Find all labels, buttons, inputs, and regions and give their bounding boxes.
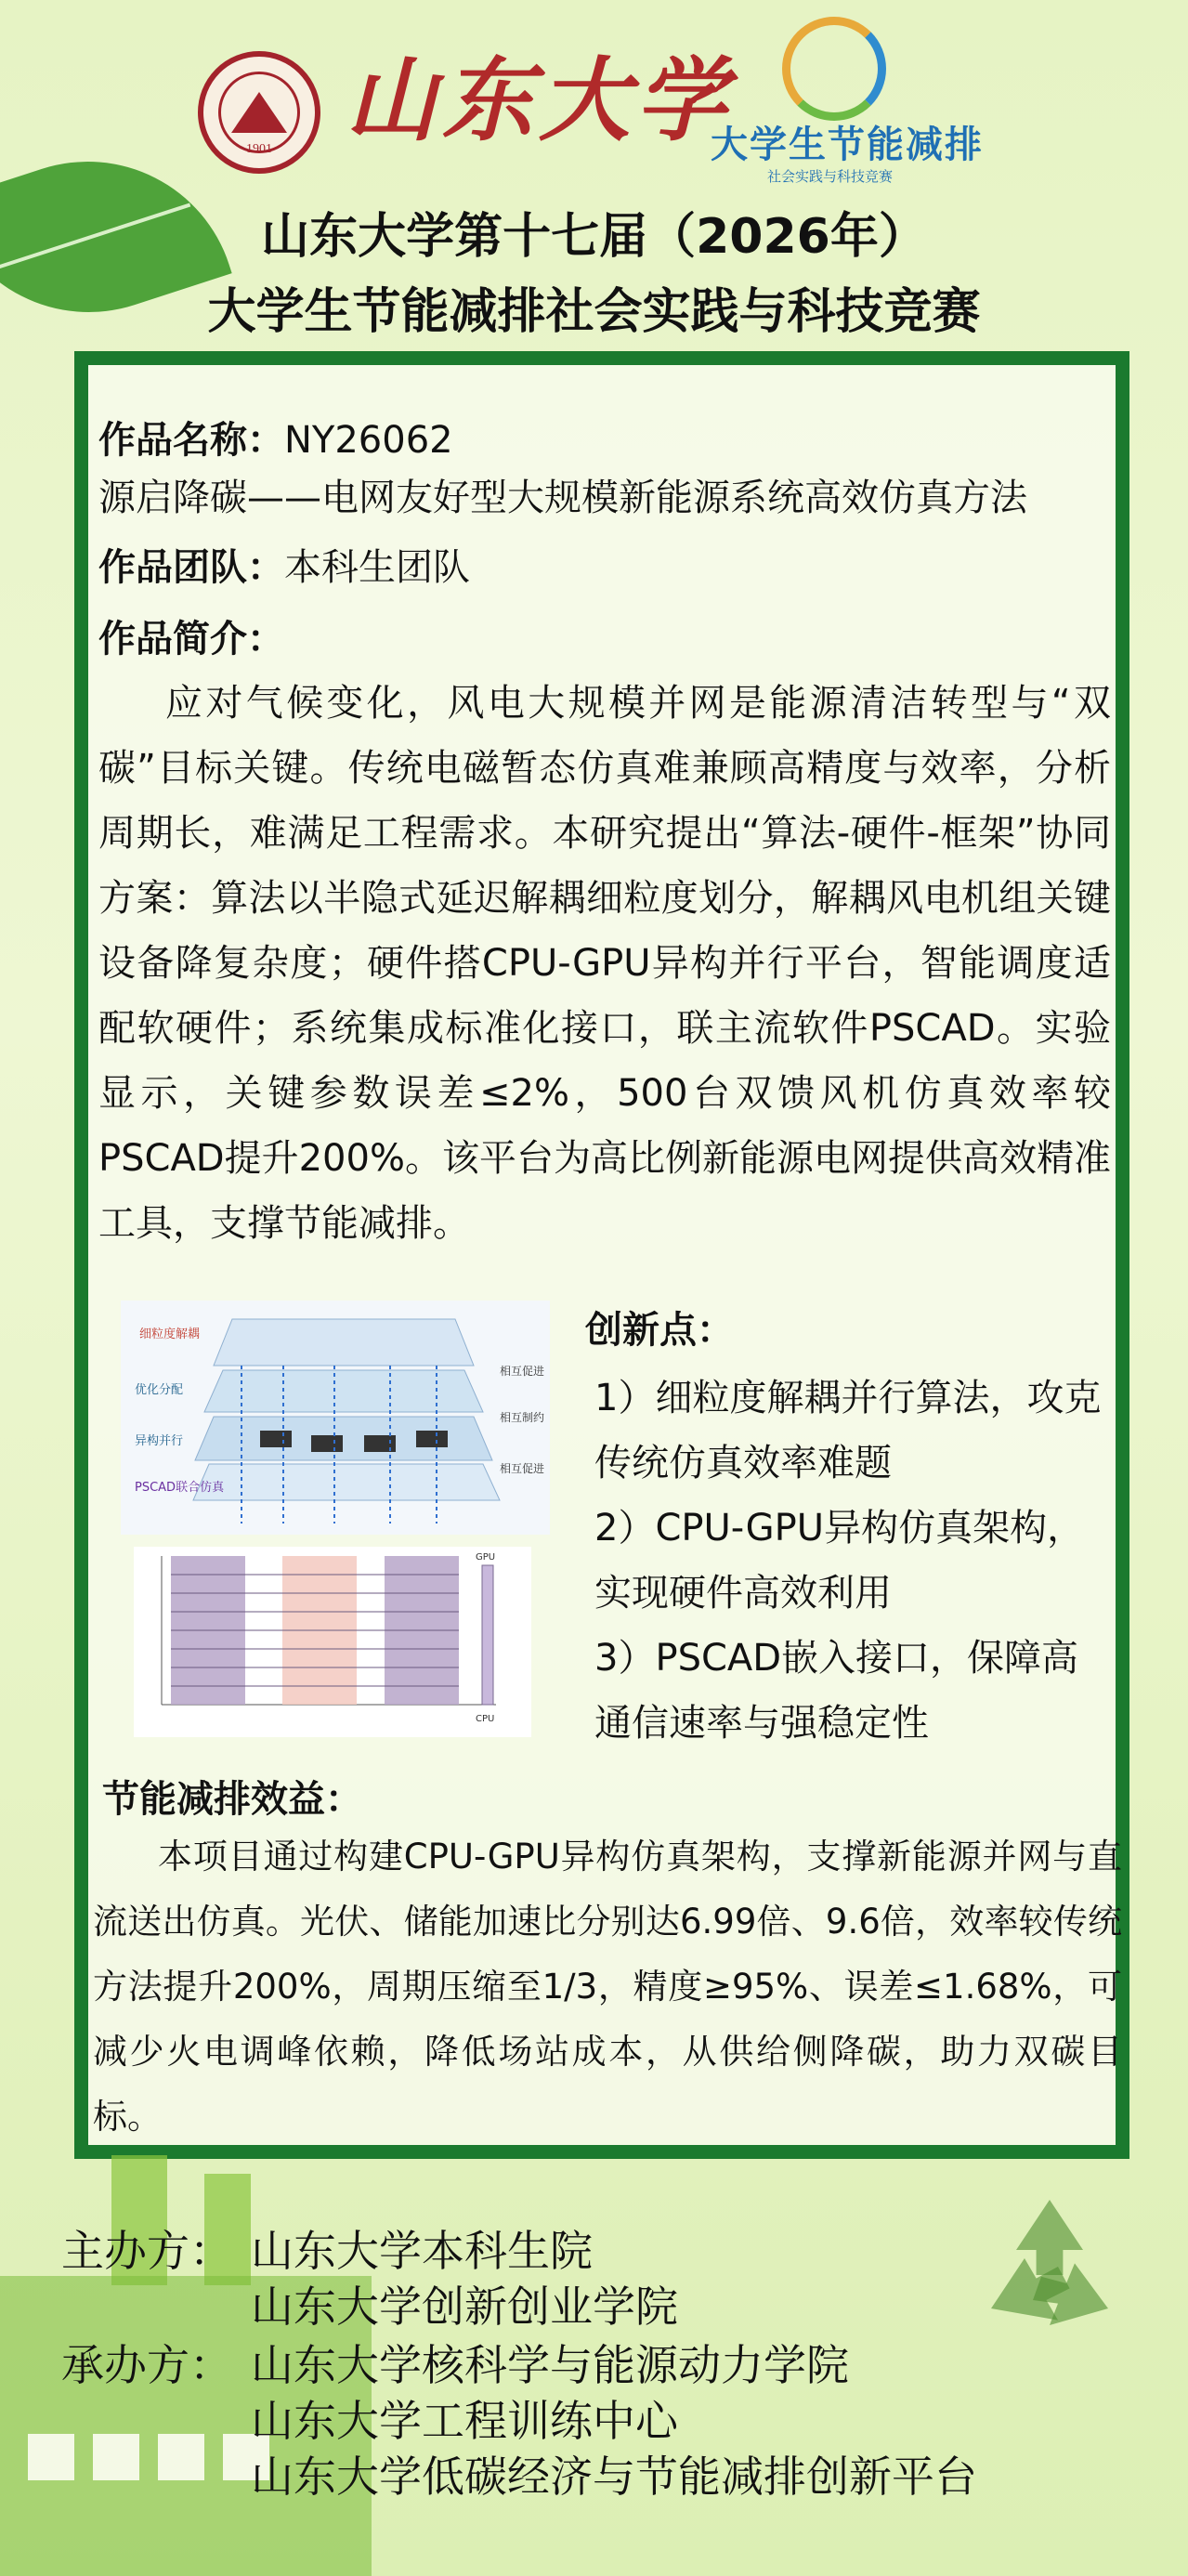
bar-label: CPU	[476, 1714, 495, 1724]
architecture-figure	[121, 1301, 550, 1535]
work-team-label: 作品团队：	[98, 546, 284, 589]
competition-logo-icon	[782, 17, 886, 121]
organizer-item: 山东大学核科学与能源动力学院	[251, 2340, 849, 2390]
layer-label: 细粒度解耦	[139, 1327, 201, 1341]
benefit-label: 节能减排效益：	[102, 1778, 362, 1821]
intro-label: 作品简介：	[98, 618, 284, 660]
gpu-chip	[416, 1431, 448, 1447]
host-item: 山东大学本科生院	[251, 2226, 593, 2276]
innovation-list	[594, 1366, 1115, 1756]
innovation-item: 1）细粒度解耦并行算法，攻克传统仿真效率难题	[594, 1377, 1102, 1484]
organizer-item: 山东大学工程训练中心	[251, 2396, 678, 2446]
work-name-row	[98, 411, 453, 470]
competition-logo-text: 大学生节能减排	[711, 124, 984, 166]
work-team-row	[98, 538, 470, 597]
organizer-item: 山东大学低碳经济与节能减排创新平台	[251, 2452, 977, 2502]
innovation-item: 3）PSCAD嵌入接口，保障高通信速率与强稳定性	[594, 1637, 1079, 1745]
work-code: NY26062	[284, 419, 453, 462]
architecture-diagram	[121, 1301, 550, 1535]
work-title: 源启降碳——电网友好型大规模新能源系统高效仿真方法	[98, 477, 1027, 519]
layer-label: 优化分配	[135, 1383, 184, 1397]
bar-label: GPU	[476, 1552, 496, 1563]
layer-plane	[193, 1464, 500, 1500]
work-team-value: 本科生团队	[284, 546, 470, 589]
gpu-chip	[260, 1431, 292, 1447]
university-name-calligraphy: 山东大学	[346, 47, 733, 154]
benefit-paragraph: 本项目通过构建CPU-GPU异构仿真架构，支撑新能源并网与直流送出仿真。光伏、储能加速比分别达6.99倍、9.6倍，效率较传统方法提升200%，周期压缩至1/3，精度≥95%、误差≤1.68%，可减少火电调峰依赖，降低场站成本，从供给侧降碳，助力双碳目标。	[93, 1837, 1122, 2137]
organizer-label: 承办方：	[61, 2340, 232, 2390]
intro-paragraph: 应对气候变化，风电大规模并网是能源清洁转型与“双碳”目标关键。传统电磁暂态仿真难兼顾高精度与效率，分析周期长，难满足工程需求。本研究提出“算法-硬件-框架”协同方案：算法以半隐式延迟解耦细粒度划分，解耦风电机组关键设备降复杂度；硬件搭CPU-GPU异构并行平台，智能调度适配软硬件；系统集成标准化接口，联主流软件PSCAD。实验显示，关键参数误差≤2%，500台双馈风机仿真效率较PSCAD提升200%。该平台为高比例新能源电网提供高效精准工具，支撑节能减排。	[98, 682, 1111, 1245]
poster-title-line2: 大学生节能减排社会实践与科技竞赛	[207, 284, 981, 340]
competition-logo-subtitle: 社会实践与科技竞赛	[767, 168, 894, 185]
layer-plane	[204, 1370, 483, 1412]
innovation-item: 2）CPU-GPU异构仿真架构，实现硬件高效利用	[594, 1507, 1085, 1615]
performance-chart-graphic	[134, 1547, 531, 1737]
host-label: 主办方：	[61, 2226, 232, 2276]
poster-title-line1: 山东大学第十七届（2026年）	[261, 209, 927, 265]
relation-label: 相互制约	[500, 1411, 545, 1424]
host-item: 山东大学创新创业学院	[251, 2282, 678, 2332]
university-seal-logo	[198, 51, 320, 174]
layer-label: PSCAD联合仿真	[135, 1481, 225, 1495]
recycle-icon	[966, 2183, 1133, 2350]
gpu-bar	[482, 1565, 493, 1705]
performance-figure	[134, 1547, 531, 1737]
gpu-chip	[311, 1435, 343, 1452]
innovation-label: 创新点：	[585, 1309, 734, 1352]
relation-label: 相互促进	[500, 1462, 545, 1475]
seal-year: 1901	[246, 142, 272, 156]
layer-plane	[214, 1319, 474, 1366]
relation-label: 相互促进	[500, 1365, 545, 1378]
layer-label: 异构并行	[135, 1434, 184, 1448]
work-name-label: 作品名称：	[98, 419, 284, 462]
